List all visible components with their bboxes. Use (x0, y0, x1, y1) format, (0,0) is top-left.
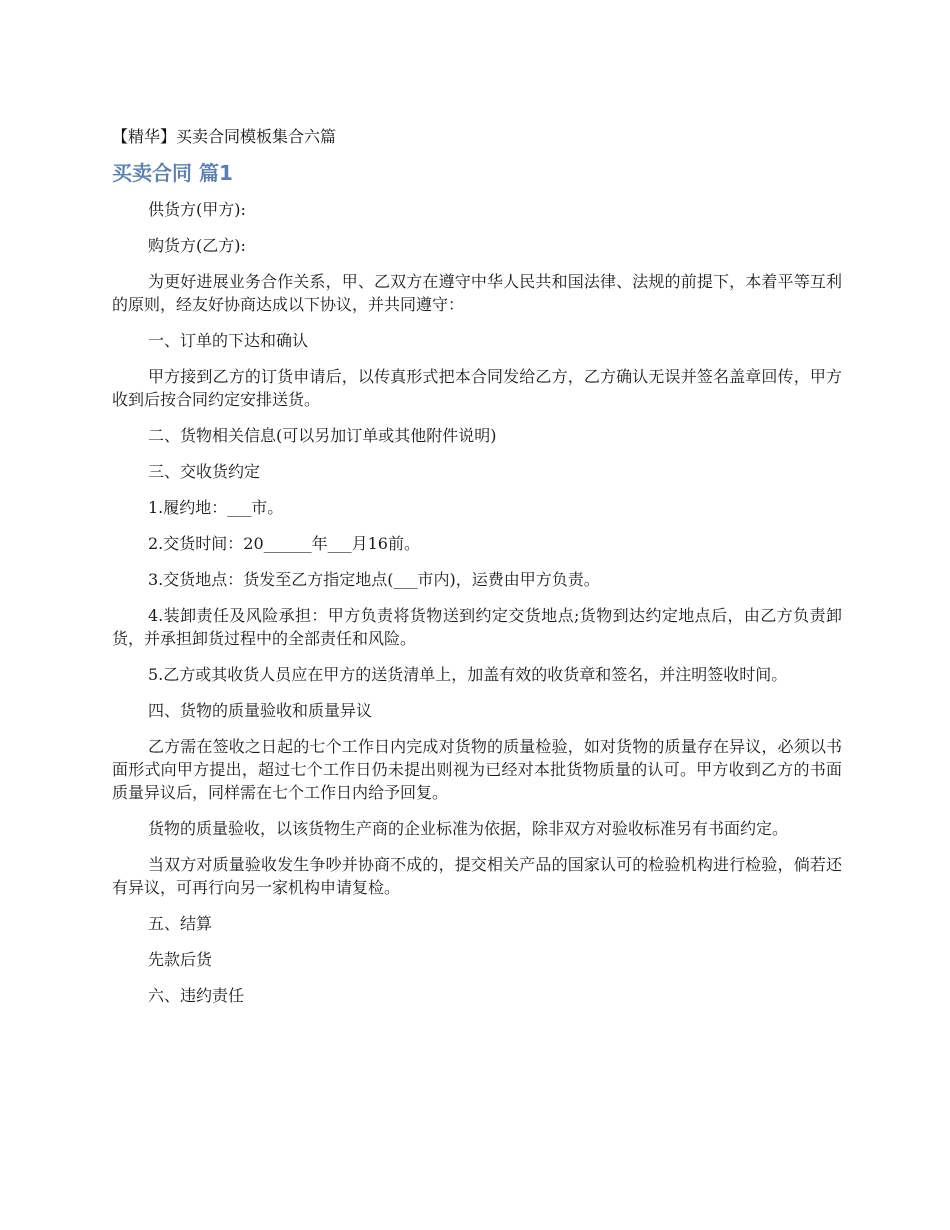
clause-heading-6: 六、违约责任 (148, 986, 245, 1005)
document-page (112, 124, 842, 1020)
clause-paragraph: 乙方需在签收之日起的七个工作日内完成对货物的质量检验，如对货物的质量存在异议，必须以书面形式向甲方提出，超过七个工作日仍未提出则视为已经对本批货物质量的认可。甲方收到乙方的书面质量异议后，同样需在七个工作日内给予回复。 (112, 737, 842, 802)
clause-paragraph: 甲方接到乙方的订货申请后，以传真形式把本合同发给乙方，乙方确认无误并签名盖章回传，甲方收到后按合同约定安排送货。 (112, 367, 842, 409)
clause-heading-5: 五、结算 (148, 914, 213, 933)
clause-item-2: 2.交货时间：20______年___月16前。 (148, 534, 420, 553)
preamble-paragraph: 为更好进展业务合作关系，甲、乙双方在遵守中华人民共和国法律、法规的前提下，本着平等互利的原则，经友好协商达成以下协议，并共同遵守： (112, 272, 842, 314)
clause-heading-1: 一、订单的下达和确认 (148, 331, 309, 350)
clause-item-5: 5.乙方或其收货人员应在甲方的送货清单上，加盖有效的收货章和签名，并注明签收时间。 (148, 665, 788, 684)
clause-item-4: 4.装卸责任及风险承担：甲方负责将货物送到约定交货地点;货物到达约定地点后，由乙方负责卸货，并承担卸货过程中的全部责任和风险。 (112, 606, 842, 648)
clause-item-3: 3.交货地点：货发至乙方指定地点(___市内)，运费由甲方负责。 (148, 570, 600, 589)
clause-paragraph: 先款后货 (148, 950, 213, 969)
party-b-line: 购货方(乙方): (148, 236, 246, 255)
clause-heading-2: 二、货物相关信息(可以另加订单或其他附件说明) (148, 426, 497, 445)
clause-item-1: 1.履约地：___市。 (148, 498, 284, 517)
clause-heading-3: 三、交收货约定 (148, 462, 261, 481)
party-a-line: 供货方(甲方): (148, 200, 246, 219)
clause-paragraph: 货物的质量验收，以该货物生产商的企业标准为依据，除非双方对验收标准另有书面约定。 (148, 819, 789, 838)
clause-heading-4: 四、货物的质量验收和质量异议 (148, 701, 373, 720)
document-title: 【精华】买卖合同模板集合六篇 (112, 127, 337, 146)
clause-paragraph: 当双方对质量验收发生争吵并协商不成的，提交相关产品的国家认可的检验机构进行检验，倘若还有异议，可再行向另一家机构申请复检。 (112, 855, 842, 897)
section-heading: 买卖合同 篇1 (112, 161, 233, 185)
